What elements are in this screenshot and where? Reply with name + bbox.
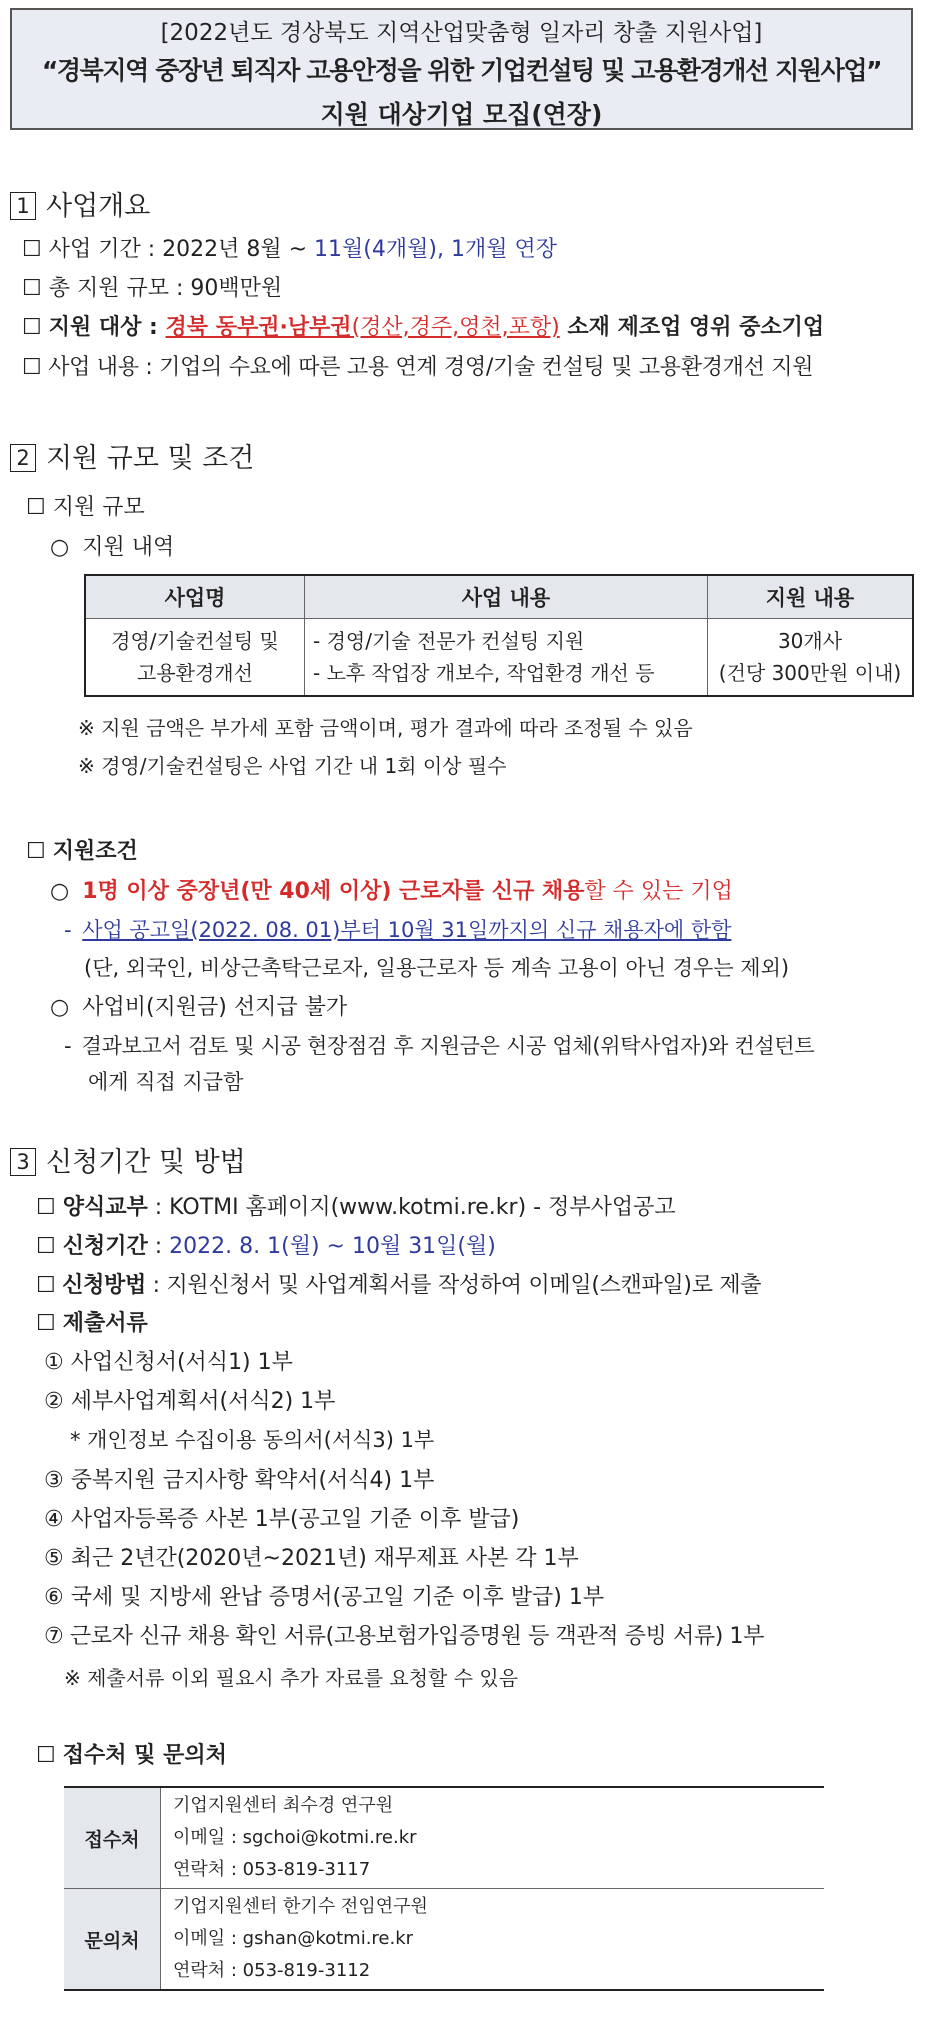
note-consulting: ※ 경영/기술컨설팅은 사업 기간 내 1회 이상 필수: [78, 754, 507, 778]
s1-target: ☐ 지원 대상 : 경북 동부권·남부권(경산,경주,영천,포항) 소재 제조업 영위 중소기업: [22, 315, 825, 340]
condition-1: ○ 1명 이상 중장년(만 40세 이상) 근로자를 신규 채용할 수 있는 기업: [50, 879, 733, 904]
section-title: 신청기간 및 방법: [46, 1147, 246, 1178]
contact-email[interactable]: 이메일 : sgchoi@kotmi.re.kr: [173, 1827, 417, 1848]
s3-docs-heading: ☐ 제출서류: [36, 1311, 148, 1336]
title-main: “경북지역 중장년 퇴직자 고용안정을 위한 기업컨설팅 및 고용환경개선 지원사업”: [41, 56, 882, 85]
table-header: 사업 내용: [305, 575, 708, 619]
docs-note: ※ 제출서류 이외 필요시 추가 자료를 요청할 수 있음: [64, 1666, 519, 1690]
checkbox-square-icon: ☐: [36, 1743, 56, 1768]
dash-icon: -: [64, 918, 72, 942]
checkbox-square-icon: ☐: [22, 276, 42, 301]
table-cell: 경영/기술컨설팅 및 고용환경개선: [85, 619, 305, 697]
s1-budget: ☐ 총 지원 규모 : 90백만원: [22, 276, 283, 301]
support-table: [84, 574, 914, 697]
contact-person: 기업지원센터 한기수 전임연구원: [173, 1896, 428, 1917]
target-region: 경북 동부권·남부권: [165, 315, 352, 340]
contact-details: [161, 1787, 825, 1889]
checkbox-square-icon: ☐: [26, 839, 46, 864]
checkbox-square-icon: ☐: [26, 495, 46, 520]
checkbox-square-icon: ☐: [36, 1234, 56, 1259]
doc-item: ② 세부사업계획서(서식2) 1부: [44, 1389, 336, 1414]
s3-method: ☐ 신청방법 : 지원신청서 및 사업계획서를 작성하여 이메일(스캔파일)로 제출: [36, 1273, 762, 1298]
checkbox-square-icon: ☐: [22, 315, 42, 340]
s3-form: ☐ 양식교부 : KOTMI 홈페이지(www.kotmi.re.kr) - 정부사업공고: [36, 1195, 676, 1220]
contact-phone: 연락처 : 053-819-3112: [173, 1960, 371, 1981]
table-row: [64, 1889, 824, 1991]
table-row: [85, 619, 913, 697]
dash-icon: -: [64, 1034, 72, 1058]
condition-1-detail: - 사업 공고일(2022. 08. 01)부터 10월 31일까지의 신규 채용자에 한함: [64, 918, 732, 942]
period-extension: 11월(4개월), 1개월 연장: [314, 237, 557, 262]
section-number: 3: [10, 1148, 36, 1176]
s1-content: ☐ 사업 내용 : 기업의 수요에 따른 고용 연계 경영/기술 컨설팅 및 고용환경개선 지원: [22, 355, 814, 380]
target-cities: (경산,경주,영천,포항): [351, 315, 560, 340]
condition-2: ○ 사업비(지원금) 선지급 불가: [50, 995, 348, 1020]
checkbox-square-icon: ☐: [22, 237, 42, 262]
note-vat: ※ 지원 금액은 부가세 포함 금액이며, 평가 결과에 따라 조정될 수 있음: [78, 716, 693, 740]
checkbox-square-icon: ☐: [36, 1195, 56, 1220]
table-header: 지원 내용: [708, 575, 914, 619]
contact-heading: ☐ 접수처 및 문의처: [36, 1743, 227, 1768]
s2-scale: ☐ 지원 규모: [26, 495, 145, 520]
section-number: 2: [10, 444, 36, 472]
section-1-heading: [10, 184, 150, 223]
table-cell: 30개사 (건당 300만원 이내): [708, 619, 914, 697]
section-2-heading: [10, 436, 254, 475]
section-title: 사업개요: [46, 191, 151, 222]
condition-2-detail: - 결과보고서 검토 및 시공 현장점검 후 지원금은 시공 업체(위탁사업자)와 컨설턴트: [64, 1034, 815, 1058]
checkbox-square-icon: ☐: [22, 355, 42, 380]
doc-item-sub: * 개인정보 수집이용 동의서(서식3) 1부: [70, 1428, 435, 1452]
doc-item: ① 사업신청서(서식1) 1부: [44, 1350, 293, 1375]
doc-item: ⑤ 최근 2년간(2020년~2021년) 재무제표 사본 각 1부: [44, 1546, 579, 1571]
section-3-heading: [10, 1140, 246, 1179]
section-title: 지원 규모 및 조건: [46, 443, 255, 474]
table-row: [64, 1787, 824, 1889]
contact-table: [64, 1786, 824, 1991]
condition-1-note: (단, 외국인, 비상근촉탁근로자, 일용근로자 등 계속 고용이 아닌 경우는 제외): [84, 956, 790, 980]
doc-item: ④ 사업자등록증 사본 1부(공고일 기준 이후 발급): [44, 1507, 520, 1532]
circle-bullet-icon: ○: [50, 995, 70, 1020]
table-cell: - 경영/기술 전문가 컨설팅 지원 - 노후 작업장 개보수, 작업환경 개선 등: [305, 619, 708, 697]
title-box: [10, 8, 913, 130]
section-number: 1: [10, 192, 36, 220]
table-header: 사업명: [85, 575, 305, 619]
contact-email[interactable]: 이메일 : gshan@kotmi.re.kr: [173, 1928, 414, 1949]
condition-2-detail-cont: 에게 직접 지급함: [88, 1070, 244, 1094]
s2-detail: ○ 지원 내역: [50, 535, 175, 560]
contact-person: 기업지원센터 최수경 연구원: [173, 1795, 394, 1816]
title-sub: 지원 대상기업 모집(연장): [320, 100, 603, 129]
checkbox-square-icon: ☐: [36, 1273, 56, 1298]
contact-details: [161, 1889, 825, 1991]
circle-bullet-icon: ○: [50, 535, 70, 560]
table-header-row: [85, 575, 913, 619]
contact-label: 문의처: [64, 1889, 161, 1991]
contact-label: 접수처: [64, 1787, 161, 1889]
contact-phone: 연락처 : 053-819-3117: [173, 1859, 371, 1880]
doc-item: ⑦ 근로자 신규 채용 확인 서류(고용보험가입증명원 등 객관적 증빙 서류) 1부: [44, 1624, 764, 1649]
doc-item: ③ 중복지원 금지사항 확약서(서식4) 1부: [44, 1468, 435, 1493]
s1-period: ☐ 사업 기간 : 2022년 8월 ~ 11월(4개월), 1개월 연장: [22, 237, 557, 262]
doc-item: ⑥ 국세 및 지방세 완납 증명서(공고일 기준 이후 발급) 1부: [44, 1585, 605, 1610]
title-program: [2022년도 경상북도 지역산업맞춤형 일자리 창출 지원사업]: [160, 20, 763, 46]
checkbox-square-icon: ☐: [36, 1311, 56, 1336]
circle-bullet-icon: ○: [50, 879, 70, 904]
conditions-heading: ☐ 지원조건: [26, 839, 138, 864]
s3-period: ☐ 신청기간 : 2022. 8. 1(월) ~ 10월 31일(월): [36, 1234, 496, 1259]
